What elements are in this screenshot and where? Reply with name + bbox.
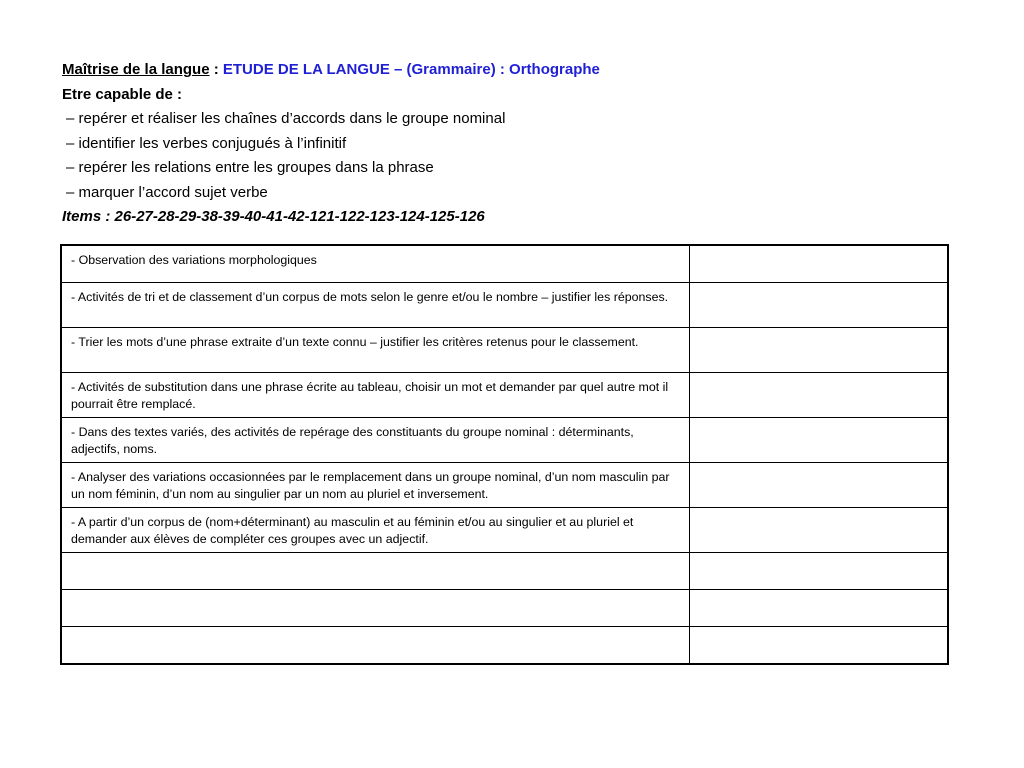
table-row <box>61 418 948 463</box>
document-header <box>62 58 962 230</box>
activity-cell[interactable] <box>61 627 690 665</box>
table-row <box>61 463 948 508</box>
document-title <box>62 58 962 83</box>
note-cell[interactable] <box>690 627 949 665</box>
note-cell[interactable] <box>690 508 949 553</box>
activity-cell: - Dans des textes variés, des activités de repérage des constituants du groupe nominal : déterminants, adjectifs, noms. <box>61 418 690 463</box>
table-row <box>61 245 948 283</box>
table-row <box>61 283 948 328</box>
items-list: Items : 26-27-28-29-38-39-40-41-42-121-122-123-124-125-126 <box>62 208 485 225</box>
activity-cell: - Activités de tri et de classement d’un corpus de mots selon le genre et/ou le nombre – justifier les réponses. <box>61 283 690 328</box>
capable-heading: Etre capable de : <box>62 85 183 103</box>
note-cell[interactable] <box>690 590 949 627</box>
note-cell[interactable] <box>690 463 949 508</box>
objective-item: – marquer l’accord sujet verbe <box>66 183 268 201</box>
activity-cell: - Observation des variations morphologiques <box>61 245 690 283</box>
note-cell[interactable] <box>690 553 949 590</box>
note-cell[interactable] <box>690 418 949 463</box>
activity-cell[interactable] <box>61 553 690 590</box>
title-separator: : <box>209 61 223 78</box>
activity-cell[interactable] <box>61 590 690 627</box>
note-cell[interactable] <box>690 283 949 328</box>
activity-cell: - Activités de substitution dans une phrase écrite au tableau, choisir un mot et demander par quel autre mot il pourrait être remplacé. <box>61 373 690 418</box>
table-row <box>61 328 948 373</box>
table-row <box>61 373 948 418</box>
table-row <box>61 553 948 590</box>
table-row <box>61 508 948 553</box>
activities-table <box>60 244 949 665</box>
note-cell[interactable] <box>690 245 949 283</box>
title-main: ETUDE DE LA LANGUE – (Grammaire) : Orthographe <box>222 61 600 78</box>
activity-cell: - A partir d’un corpus de (nom+déterminant) au masculin et au féminin et/ou au singulier et au pluriel et demander aux élèves de compléter ces groupes avec un adjectif. <box>61 508 690 553</box>
note-cell[interactable] <box>690 328 949 373</box>
activity-cell: - Analyser des variations occasionnées par le remplacement dans un groupe nominal, d’un nom masculin par un nom féminin, d’un nom au singulier par un nom au pluriel et inversement. <box>61 463 690 508</box>
table-row <box>61 590 948 627</box>
objective-item: – repérer et réaliser les chaînes d’accords dans le groupe nominal <box>66 110 506 127</box>
activity-cell: - Trier les mots d’une phrase extraite d’un texte connu – justifier les critères retenus pour le classement. <box>61 328 690 373</box>
title-prefix: Maîtrise de la langue <box>62 61 210 78</box>
objective-item: – repérer les relations entre les groupes dans la phrase <box>66 159 434 176</box>
table-row <box>61 627 948 665</box>
objective-item: – identifier les verbes conjugués à l’infinitif <box>66 134 347 152</box>
note-cell[interactable] <box>690 373 949 418</box>
